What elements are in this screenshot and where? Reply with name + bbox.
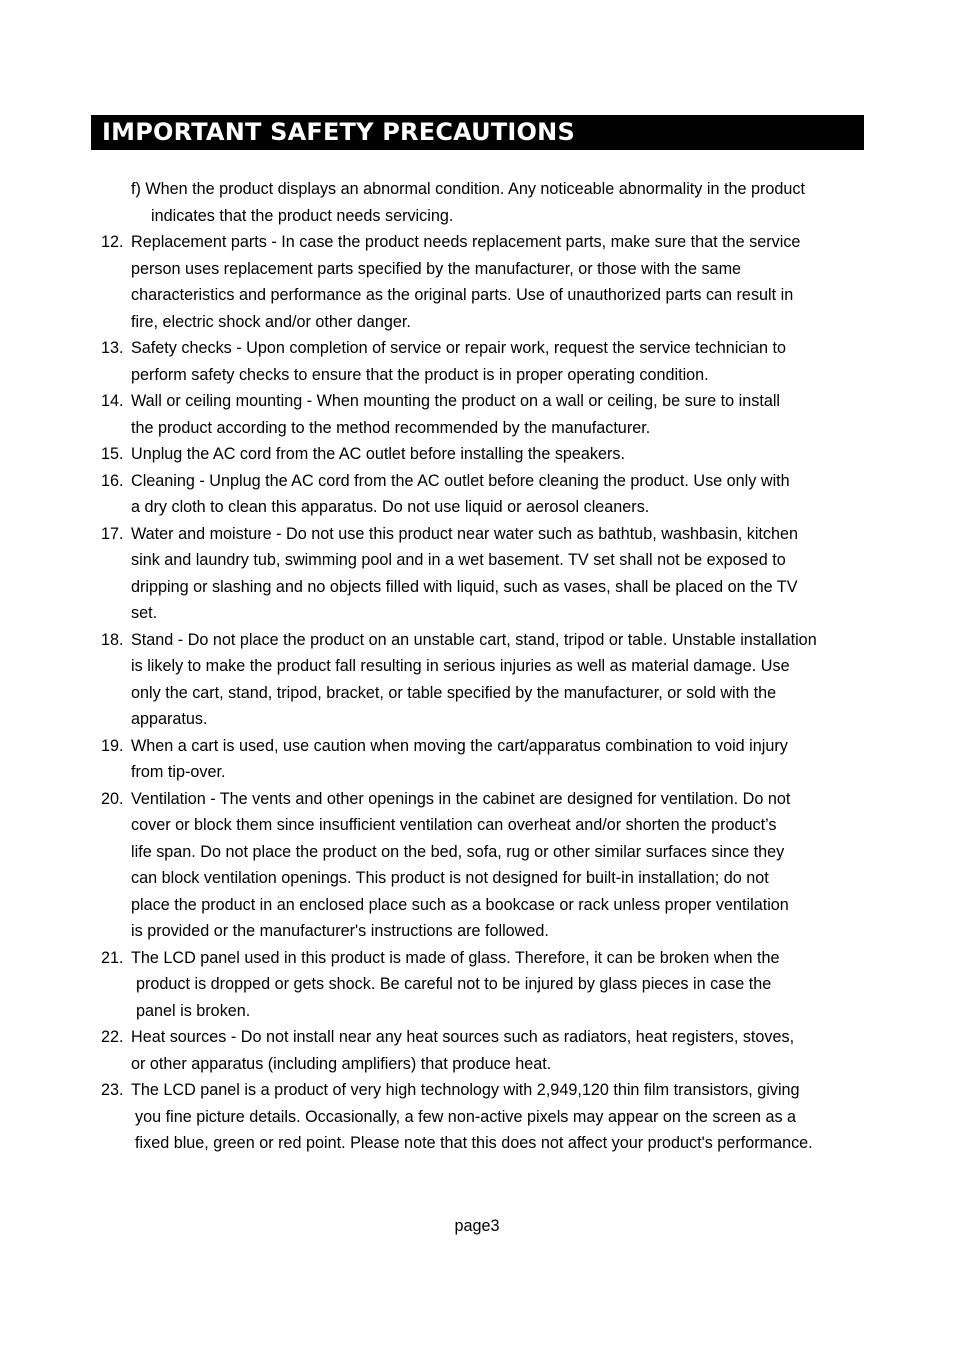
- list-item-number: 18.: [101, 630, 124, 649]
- list-item-text-line: panel is broken.: [136, 1001, 251, 1020]
- list-item-text-line: cover or block them since insufficient ventilation can overheat and/or shorten the product’s: [131, 816, 777, 834]
- section-header-bar: [91, 115, 864, 150]
- list-item-number: 19.: [101, 736, 124, 755]
- list-item-number: 16.: [101, 471, 124, 490]
- list-item-text-line: indicates that the product needs servicing.: [151, 206, 454, 225]
- list-item-text-line: sink and laundry tub, swimming pool and in a wet basement. TV set shall not be exposed to: [131, 551, 786, 569]
- list-item-text-line: apparatus.: [131, 710, 208, 728]
- list-item-text-line: is provided or the manufacturer's instructions are followed.: [131, 922, 549, 940]
- list-item-text-line: Unplug the AC cord from the AC outlet before installing the speakers.: [131, 445, 625, 463]
- list-item-text-line: only the cart, stand, tripod, bracket, or table specified by the manufacturer, or sold with the: [131, 683, 777, 702]
- list-item-text-line: from tip-over.: [131, 763, 226, 781]
- list-item-text-line: The LCD panel used in this product is made of glass. Therefore, it can be broken when the: [131, 948, 780, 967]
- page-number: page3: [454, 1217, 500, 1235]
- list-item-text-line: Stand - Do not place the product on an unstable cart, stand, tripod or table. Unstable installation: [131, 630, 817, 649]
- list-item-text-line: Heat sources - Do not install near any heat sources such as radiators, heat registers, stoves,: [131, 1028, 795, 1046]
- list-item-text-line: Cleaning - Unplug the AC cord from the AC outlet before cleaning the product. Use only with: [131, 471, 790, 490]
- list-item-text-line: Wall or ceiling mounting - When mounting the product on a wall or ceiling, be sure to install: [131, 392, 781, 410]
- list-item-text-line: you fine picture details. Occasionally, a few non-active pixels may appear on the screen as a: [135, 1107, 797, 1126]
- list-item-number: 12.: [101, 233, 124, 251]
- list-item-text-line: Water and moisture - Do not use this product near water such as bathtub, washbasin, kitchen: [131, 524, 799, 543]
- list-item-number: 13.: [101, 339, 124, 357]
- list-item-text-line: can block ventilation openings. This product is not designed for built-in installation; do not: [131, 869, 769, 887]
- list-item-text-line: the product according to the method recommended by the manufacturer.: [131, 418, 651, 437]
- list-item-text-line: characteristics and performance as the original parts. Use of unauthorized parts can result in: [131, 286, 794, 304]
- list-item-text-line: Safety checks - Upon completion of service or repair work, request the service technician to: [131, 339, 786, 357]
- list-item-text-line: When a cart is used, use caution when moving the cart/apparatus combination to void injury: [131, 736, 788, 755]
- list-item-number: 23.: [101, 1081, 124, 1099]
- list-item-number: 14.: [101, 392, 124, 410]
- list-item-text-line: f) When the product displays an abnormal condition. Any noticeable abnormality in the product: [131, 180, 805, 198]
- list-item-text-line: perform safety checks to ensure that the product is in proper operating condition.: [131, 365, 709, 384]
- list-item-number: 17.: [101, 524, 124, 543]
- list-item-text-line: place the product in an enclosed place such as a bookcase or rack unless proper ventilation: [131, 895, 789, 914]
- list-item-text-line: dripping or slashing and no objects filled with liquid, such as vases, shall be placed on the TV: [131, 577, 798, 596]
- list-item-number: 22.: [101, 1028, 124, 1046]
- list-item-text-line: Replacement parts - In case the product needs replacement parts, make sure that the service: [131, 233, 801, 251]
- list-item-text-line: person uses replacement parts specified by the manufacturer, or those with the same: [131, 259, 742, 278]
- list-item-text-line: The LCD panel is a product of very high technology with 2,949,120 thin film transistors, giving: [131, 1081, 800, 1099]
- list-item-text-line: fire, electric shock and/or other danger.: [131, 312, 411, 331]
- list-item-text-line: product is dropped or gets shock. Be careful not to be injured by glass pieces in case the: [136, 975, 772, 993]
- list-item-number: 15.: [101, 445, 124, 463]
- list-item-text-line: or other apparatus (including amplifiers) that produce heat.: [131, 1054, 552, 1073]
- list-item-text-line: Ventilation - The vents and other openings in the cabinet are designed for ventilation. Do not: [131, 789, 791, 808]
- list-item-text-line: a dry cloth to clean this apparatus. Do not use liquid or aerosol cleaners.: [131, 498, 650, 516]
- list-item-text-line: is likely to make the product fall resulting in serious injuries as well as material damage. Use: [131, 657, 790, 675]
- list-item-text-line: life span. Do not place the product on the bed, sofa, rug or other similar surfaces since they: [131, 842, 785, 861]
- list-item-number: 20.: [101, 789, 124, 808]
- list-item-text-line: fixed blue, green or red point. Please note that this does not affect your product's performance.: [135, 1134, 813, 1152]
- page-title: IMPORTANT SAFETY PRECAUTIONS: [102, 118, 575, 146]
- list-item-text-line: set.: [131, 604, 158, 622]
- list-item-number: 21.: [101, 948, 124, 967]
